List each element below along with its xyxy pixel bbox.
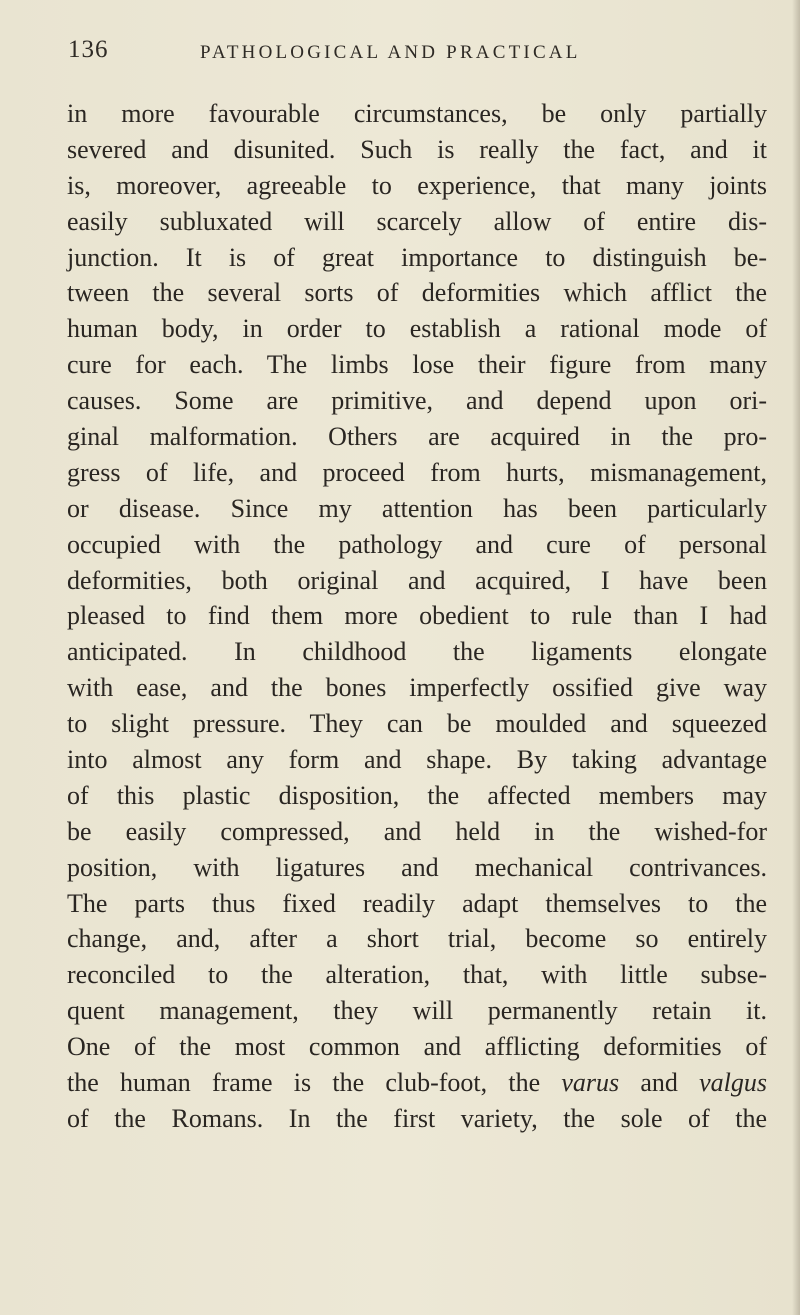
page-header [68, 36, 768, 76]
text-line: occupied with the pathology and cure of personal [67, 529, 767, 559]
text-line: reconciled to the alteration, that, with little subse- [67, 960, 767, 990]
text-line-with-italics [67, 1065, 767, 1101]
page-edge-shadow [792, 0, 800, 1315]
text-line: easily subluxated will scarcely allow of entire dis- [67, 206, 767, 236]
text-line: is, moreover, agreeable to experience, that many joints [67, 170, 767, 200]
text-line: position, with ligatures and mechanical contrivances. [67, 852, 767, 882]
text-line: be easily compressed, and held in the wished-for [67, 816, 767, 846]
text-line: causes. Some are primitive, and depend upon ori- [67, 386, 767, 416]
italic-term-valgus: valgus [699, 1068, 767, 1098]
text-line: junction. It is of great importance to distinguish be- [67, 242, 767, 272]
body-text [67, 96, 767, 1137]
italic-term-varus: varus [561, 1068, 620, 1098]
text-line: The parts thus fixed readily adapt themselves to the [67, 888, 767, 918]
line-text-segment: and [619, 1068, 700, 1098]
text-line: to slight pressure. They can be moulded and squeezed [67, 709, 767, 739]
text-line: anticipated. In childhood the ligaments elongate [67, 637, 767, 667]
text-line: of this plastic disposition, the affected members may [67, 780, 767, 810]
text-line: into almost any form and shape. By taking advantage [67, 745, 767, 775]
text-line: deformities, both original and acquired, I have been [67, 565, 767, 595]
running-head: PATHOLOGICAL AND PRACTICAL [200, 42, 581, 63]
text-line: or disease. Since my attention has been particularly [67, 493, 767, 523]
text-line: One of the most common and afflicting deformities of [67, 1032, 767, 1062]
line-text-segment: the human frame is the club-foot, the [67, 1068, 562, 1098]
page-number: 136 [68, 36, 109, 63]
text-line: cure for each. The limbs lose their figure from many [67, 350, 767, 380]
text-line: human body, in order to establish a rational mode of [67, 314, 767, 344]
text-line: with ease, and the bones imperfectly ossified give way [67, 673, 767, 703]
text-line: severed and disunited. Such is really the fact, and it [67, 134, 767, 164]
text-line: tween the several sorts of deformities which afflict the [67, 278, 767, 308]
text-line: in more favourable circumstances, be only partially [67, 99, 767, 128]
text-line: gress of life, and proceed from hurts, mismanagement, [67, 457, 767, 487]
text-line: quent management, they will permanently retain it. [67, 996, 767, 1026]
text-line: of the Romans. In the first variety, the sole of the [67, 1103, 767, 1133]
text-line: change, and, after a short trial, become so entirely [67, 924, 767, 954]
text-line: pleased to find them more obedient to rule than I had [67, 601, 767, 631]
text-line: ginal malformation. Others are acquired in the pro- [67, 422, 767, 452]
